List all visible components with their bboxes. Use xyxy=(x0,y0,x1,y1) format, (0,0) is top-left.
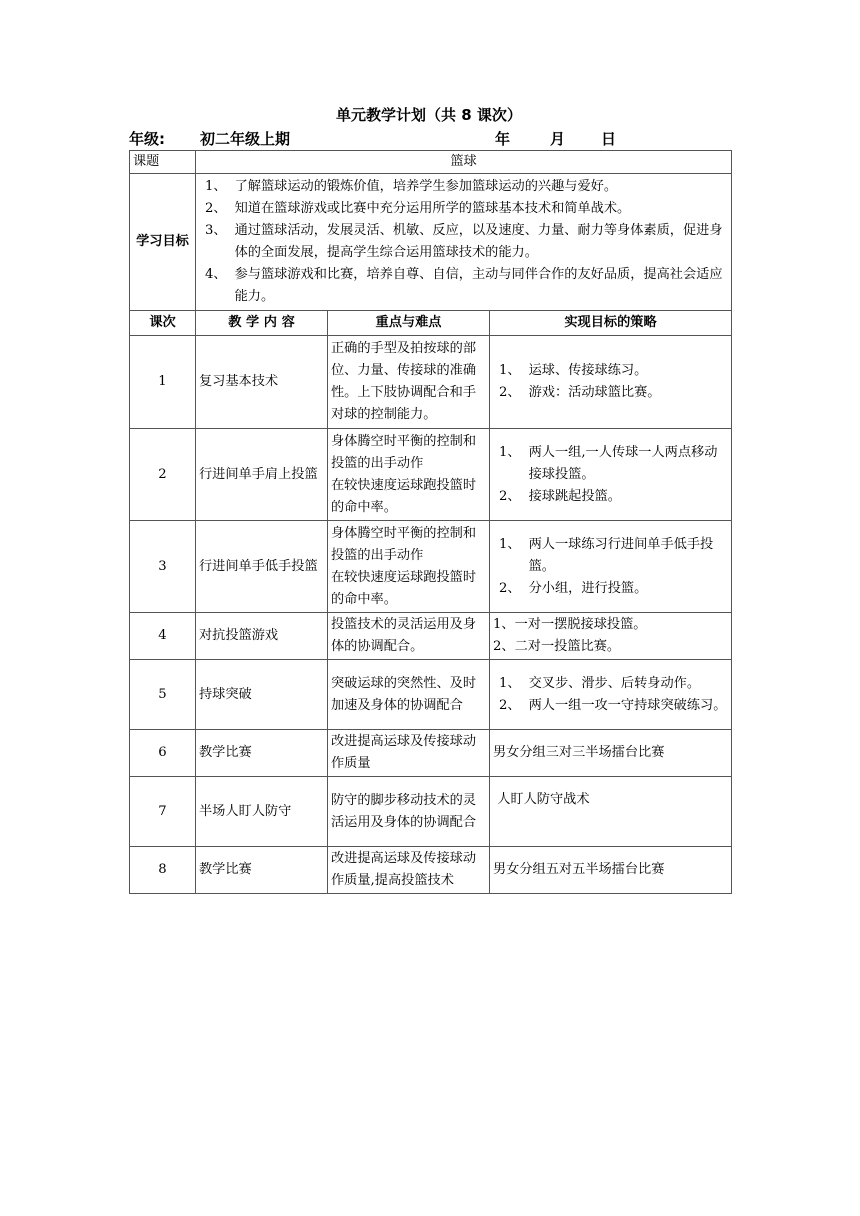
goals-label: 学习目标 xyxy=(130,174,196,311)
lesson-strategy xyxy=(490,336,732,429)
topic-label: 课题 xyxy=(130,151,196,174)
lesson-plan-table xyxy=(129,150,732,894)
strategy-item: 1、 运球、传接球练习。 xyxy=(499,363,648,378)
lesson-number: 3 xyxy=(130,521,196,613)
grade-value: 初二年级上期 xyxy=(200,130,291,148)
lesson-strategy xyxy=(490,613,732,660)
lesson-number: 4 xyxy=(130,613,196,660)
strategy-item: 2、 接球跳起投篮。 xyxy=(499,488,621,504)
table-row xyxy=(130,847,732,894)
lesson-content: 行进间单手低手投篮 xyxy=(196,521,328,613)
grade-label: 年级: xyxy=(129,130,165,148)
topic-row xyxy=(130,151,732,174)
table-row xyxy=(130,777,732,847)
lesson-number: 8 xyxy=(130,847,196,894)
goal-item: 3、 通过篮球活动，发展灵活、机敏、反应，以及速度、力量、耐力等身体素质，促进身体的全面发展，提高学生综合运用篮球技术的能力。 xyxy=(205,223,723,260)
table-row xyxy=(130,613,732,660)
strategy-item: 2、 二对一投篮比赛。 xyxy=(493,639,621,654)
lesson-strategy xyxy=(490,521,732,613)
lesson-strategy: 男女分组五对五半场擂台比赛 xyxy=(490,847,732,894)
strategy-item: 1、 两人一组,一人传球一人两点移动接球投篮。 xyxy=(499,444,718,482)
column-header-row xyxy=(130,311,732,336)
lesson-keypoints: 投篮技术的灵活运用及身体的协调配合。 xyxy=(328,613,490,660)
lesson-content: 半场人盯人防守 xyxy=(196,777,328,847)
lesson-content: 对抗投篮游戏 xyxy=(196,613,328,660)
strategy-item: 2、 游戏：活动球篮比赛。 xyxy=(499,385,661,400)
lesson-strategy: 人盯人防守战术 xyxy=(490,777,732,847)
goal-item: 1、 了解篮球运动的锻炼价值，培养学生参加篮球运动的兴趣与爱好。 xyxy=(205,179,618,194)
lesson-keypoints: 改进提高运球及传接球动作质量 xyxy=(328,730,490,777)
goals-list xyxy=(199,176,728,308)
table-row xyxy=(130,521,732,613)
table-row xyxy=(130,429,732,521)
lesson-keypoints: 改进提高运球及传接球动作质量,提高投篮技术 xyxy=(328,847,490,894)
lesson-keypoints: 身体腾空时平衡的控制和投篮的出手动作 在较快速度运球跑投篮时的命中率。 xyxy=(328,429,490,521)
lesson-content: 复习基本技术 xyxy=(196,336,328,429)
header-keypoints: 重点与难点 xyxy=(328,311,490,336)
strategy-item: 1、 交叉步、滑步、后转身动作。 xyxy=(499,675,701,691)
table-row xyxy=(130,336,732,429)
lesson-number: 2 xyxy=(130,429,196,521)
lesson-strategy: 男女分组三对三半场擂台比赛 xyxy=(490,730,732,777)
topic-value: 篮球 xyxy=(196,151,732,174)
lesson-number: 7 xyxy=(130,777,196,847)
date-year-label: 年 xyxy=(495,130,511,148)
lesson-content: 行进间单手肩上投篮 xyxy=(196,429,328,521)
lesson-keypoints: 突破运球的突然性、及时加速及身体的协调配合 xyxy=(328,660,490,730)
strategy-item: 1、 两人一球练习行进间单手低手投篮。 xyxy=(499,536,714,574)
goal-item: 4、 参与篮球游戏和比赛，培养自尊、自信，主动与同伴合作的友好品质，提高社会适应能力。 xyxy=(205,267,723,304)
lesson-number: 5 xyxy=(130,660,196,730)
lesson-number: 1 xyxy=(130,336,196,429)
lesson-content: 教学比赛 xyxy=(196,847,328,894)
header-content: 教 学 内 容 xyxy=(196,311,328,336)
strategy-item: 2、 分小组，进行投篮。 xyxy=(499,580,648,596)
strategy-item: 2、 两人一组一攻一守持球突破练习。 xyxy=(499,697,727,713)
date-month-label: 月 xyxy=(550,130,566,148)
header-strategy: 实现目标的策略 xyxy=(490,311,732,336)
lesson-content: 教学比赛 xyxy=(196,730,328,777)
goals-cell xyxy=(196,174,732,311)
header-lesson: 课次 xyxy=(130,311,196,336)
goals-row xyxy=(130,174,732,311)
lesson-strategy xyxy=(490,429,732,521)
lesson-keypoints: 防守的脚步移动技术的灵活运用及身体的协调配合 xyxy=(328,777,490,847)
lesson-strategy xyxy=(490,660,732,730)
lesson-number: 6 xyxy=(130,730,196,777)
table-row xyxy=(130,660,732,730)
lesson-content: 持球突破 xyxy=(196,660,328,730)
lesson-keypoints: 身体腾空时平衡的控制和投篮的出手动作 在较快速度运球跑投篮时的命中率。 xyxy=(328,521,490,613)
strategy-item: 1、 一对一摆脱接球投篮。 xyxy=(493,617,647,632)
goal-item: 2、 知道在篮球游戏或比赛中充分运用所学的篮球基本技术和简单战术。 xyxy=(205,201,631,216)
date-day-label: 日 xyxy=(601,130,617,148)
lesson-keypoints: 正确的手型及拍按球的部位、力量、传接球的准确性。上下肢协调配合和手对球的控制能力。 xyxy=(328,336,490,429)
document-title: 单元教学计划（共 8 课次） xyxy=(336,106,522,124)
table-row xyxy=(130,730,732,777)
